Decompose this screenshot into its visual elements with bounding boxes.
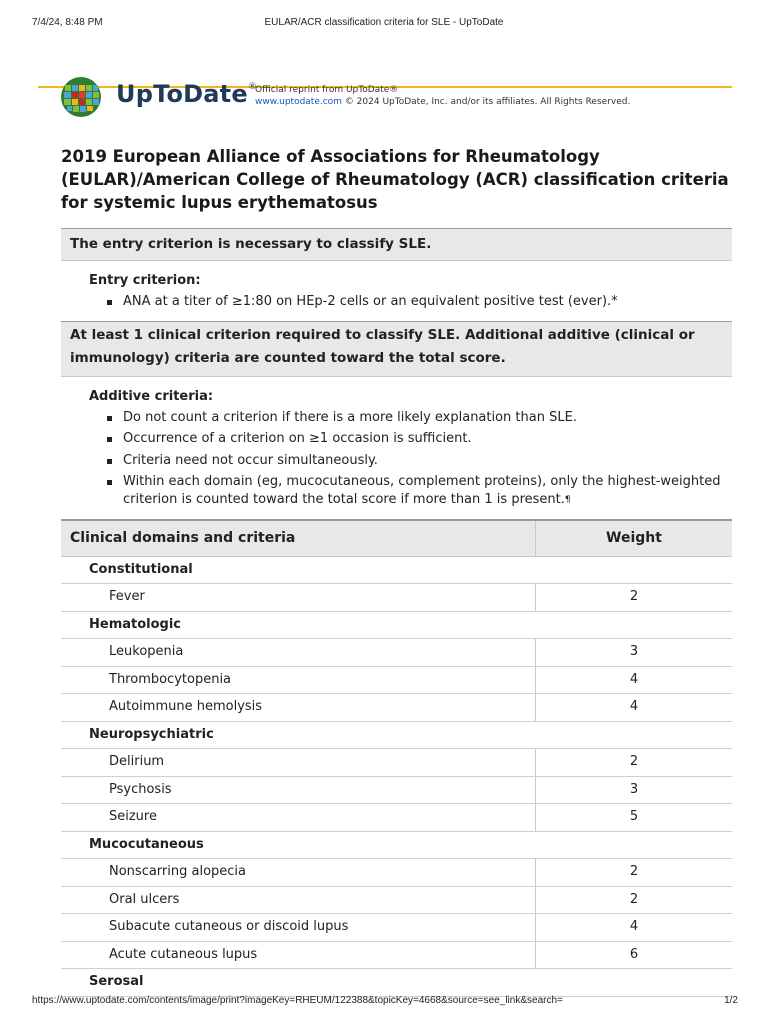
- entry-band: The entry criterion is necessary to classify SLE.: [61, 228, 732, 261]
- criterion-weight: 4: [629, 699, 639, 714]
- brand-name: UpToDate®: [116, 80, 258, 108]
- criterion-weight: 2: [629, 864, 639, 879]
- domain-row: Neuropsychiatric: [61, 722, 732, 750]
- table-header-row: [61, 519, 732, 557]
- criterion-name: Leukopenia: [61, 639, 536, 666]
- criterion-weight: 4: [629, 671, 639, 687]
- additive-section: [61, 377, 732, 519]
- entry-item: ANA at a titer of ≥1:80 on HEp-2 cells or an equivalent positive test (ever).*: [123, 293, 732, 311]
- reprint-notice: Official reprint from UpToDate® www.uptodate.com © 2024 UpToDate, Inc. and/or its affiliates. All Rights Reserved.: [255, 85, 631, 107]
- criterion-name: Delirium: [61, 749, 536, 776]
- entry-section: [61, 261, 732, 321]
- criterion-weight: 2: [629, 589, 639, 604]
- table-row: [61, 694, 732, 722]
- print-datetime: 7/4/24, 8:48 PM: [32, 17, 103, 28]
- column-header-criteria: Clinical domains and criteria: [61, 521, 536, 556]
- criterion-weight: 2: [629, 891, 639, 907]
- criterion-name: Seizure: [61, 804, 536, 831]
- table-row: [61, 804, 732, 832]
- table-row: [61, 667, 732, 695]
- print-page-number: 1/2: [724, 995, 738, 1006]
- criterion-name: Fever: [61, 584, 536, 611]
- additive-label: Additive criteria:: [89, 388, 214, 404]
- table-row: [61, 859, 732, 887]
- domain-row: Constitutional: [61, 557, 732, 585]
- print-url: https://www.uptodate.com/contents/image/print?imageKey=RHEUM/122388&topicKey=4668&source=see_link&search=: [32, 995, 563, 1006]
- table-row: [61, 777, 732, 805]
- table-row: [61, 749, 732, 777]
- column-header-weight: Weight: [606, 529, 662, 546]
- criterion-name: Autoimmune hemolysis: [61, 694, 536, 721]
- table-row: [61, 584, 732, 612]
- criterion-name: Psychosis: [61, 777, 536, 804]
- criteria-table: [61, 228, 732, 997]
- domain-row: Mucocutaneous: [61, 832, 732, 860]
- uptodate-link[interactable]: www.uptodate.com: [255, 97, 342, 107]
- table-row: [61, 914, 732, 942]
- table-row: [61, 887, 732, 915]
- entry-label: Entry criterion:: [89, 273, 201, 288]
- uptodate-logo-icon: [60, 76, 102, 118]
- criterion-weight: 6: [629, 946, 639, 962]
- criterion-name: Oral ulcers: [61, 887, 536, 914]
- table-row: [61, 942, 732, 970]
- criterion-weight: 3: [629, 781, 639, 797]
- criterion-weight: 4: [629, 919, 639, 934]
- page-title: 2019 European Alliance of Associations for Rheumatology (EULAR)/American College of Rheumatology (ACR) classification criteria for systemic lupus erythematosus: [61, 147, 729, 212]
- criterion-weight: 3: [629, 644, 639, 659]
- additive-item: Occurrence of a criterion on ≥1 occasion is sufficient.: [123, 430, 732, 448]
- additive-band: At least 1 clinical criterion required to classify SLE. Additional additive (clinical or immunology) criteria are counted toward the total score.: [61, 321, 732, 377]
- domain-row: Serosal: [61, 969, 732, 997]
- criterion-weight: 2: [629, 754, 639, 769]
- criterion-name: Nonscarring alopecia: [61, 859, 536, 886]
- additive-item: Criteria need not occur simultaneously.: [123, 452, 732, 470]
- domain-row: Hematologic: [61, 612, 732, 640]
- criterion-name: Thrombocytopenia: [61, 667, 536, 694]
- additive-item: Within each domain (eg, mucocutaneous, complement proteins), only the highest-weighted criterion is counted toward the total score if more than 1 is present.¶: [123, 473, 732, 509]
- table-row: [61, 639, 732, 667]
- additive-item: Do not count a criterion if there is a more likely explanation than SLE.: [123, 409, 732, 427]
- print-page-title: EULAR/ACR classification criteria for SLE - UpToDate: [264, 17, 504, 28]
- criterion-name: Acute cutaneous lupus: [61, 942, 536, 969]
- criterion-weight: 5: [629, 809, 639, 824]
- criterion-name: Subacute cutaneous or discoid lupus: [61, 914, 536, 941]
